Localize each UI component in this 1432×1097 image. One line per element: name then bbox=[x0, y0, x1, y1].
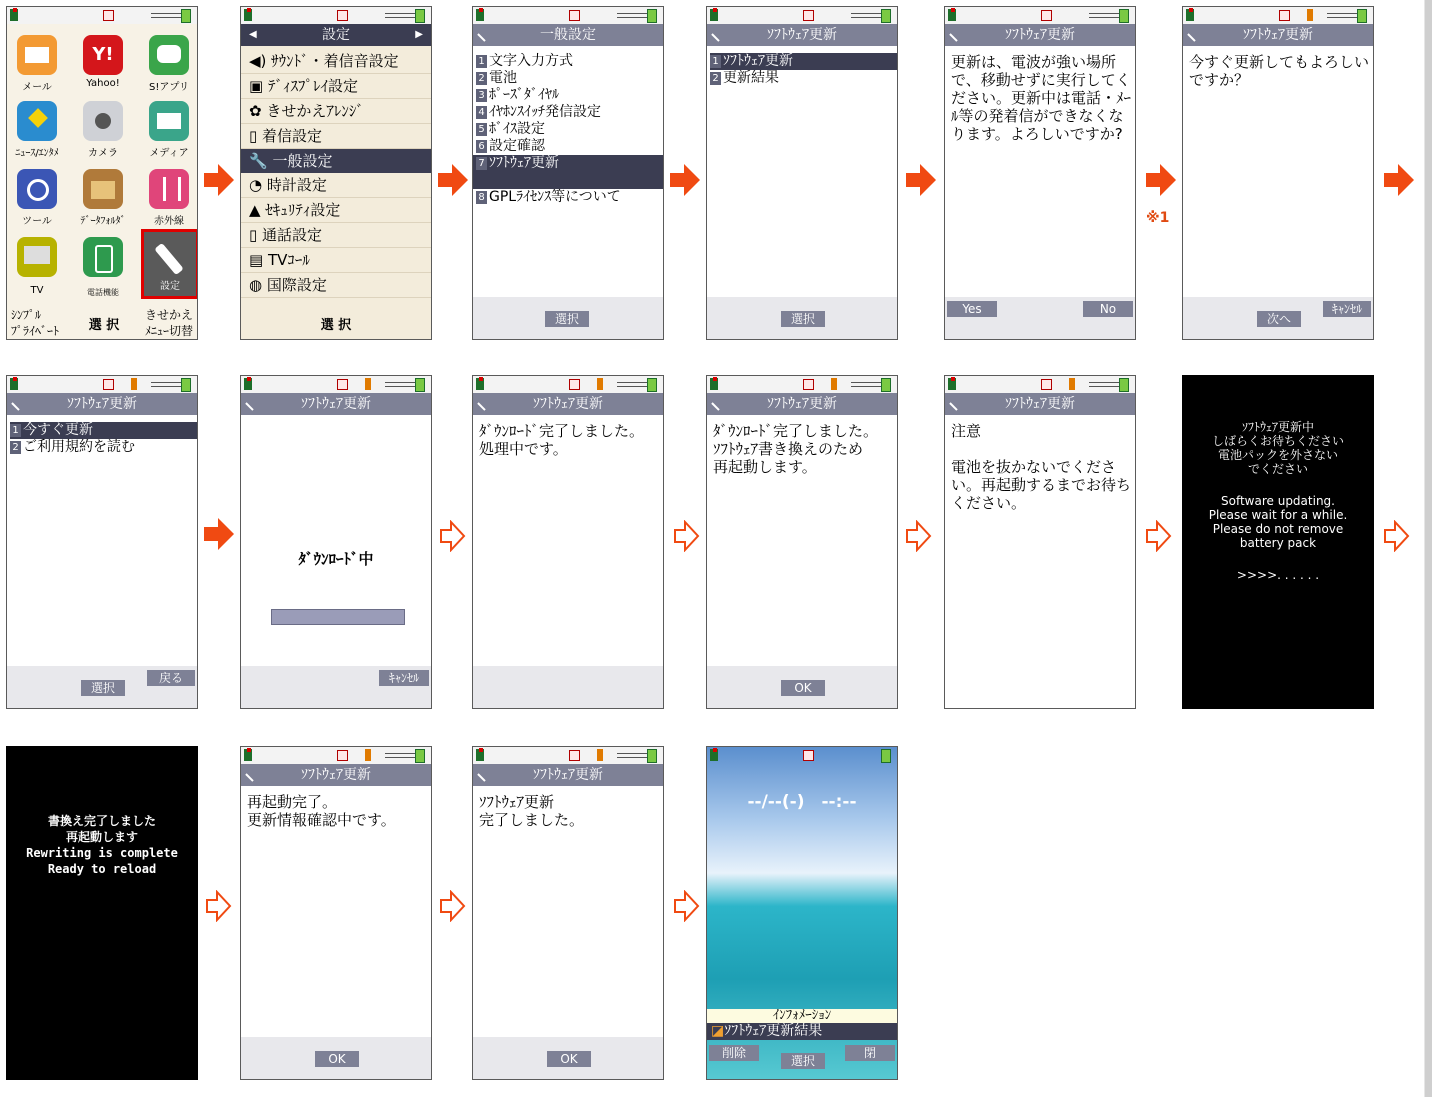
next-button[interactable]: 次へ bbox=[1257, 311, 1301, 327]
battery-icon bbox=[1357, 9, 1367, 23]
screen-caution bbox=[944, 375, 1136, 709]
updating-message: ｿﾌﾄｳｪｱ更新中 しばらくお待ちください 電池パックを外さない でください Software updating. Please wait for a while. Please do not remove battery pack >>>>. . . . . . bbox=[1183, 420, 1373, 582]
mail-icon bbox=[569, 750, 580, 761]
message-text: ｿﾌﾄｳｪｱ更新 完了しました。 bbox=[479, 793, 585, 829]
wrench-icon bbox=[477, 395, 493, 411]
status-bar bbox=[241, 7, 431, 24]
connector-icon bbox=[151, 13, 181, 18]
tv-app-icon[interactable] bbox=[17, 237, 57, 277]
arrow-right-icon bbox=[204, 518, 232, 550]
wrench-icon: 🔧 bbox=[249, 152, 268, 170]
menu-list bbox=[710, 53, 897, 87]
connector-icon bbox=[151, 382, 181, 387]
message-text: 更新は、電波が強い場所で、移動せずに実行してください。更新中は電話・ﾒｰﾙ等の発着信ができなくなります。よろしいですか? bbox=[951, 53, 1132, 143]
page-title: ｿﾌﾄｳｪｱ更新 bbox=[241, 393, 431, 415]
connector-icon bbox=[617, 753, 647, 758]
page-title: ｿﾌﾄｳｪｱ更新 bbox=[945, 393, 1135, 415]
yahoo-app-icon[interactable]: Y! bbox=[83, 35, 123, 75]
softkey-bar bbox=[241, 1037, 431, 1079]
charge-icon bbox=[831, 378, 837, 390]
soft-center-select[interactable]: 選 択 bbox=[88, 318, 120, 333]
media-app-icon[interactable] bbox=[149, 101, 189, 141]
speaker-icon: ◀) bbox=[249, 52, 267, 70]
list-item-selected[interactable]: 🔧 一般設定 bbox=[241, 149, 431, 173]
status-bar bbox=[7, 376, 197, 393]
battery-icon bbox=[415, 9, 425, 23]
softkey-bar bbox=[7, 666, 197, 708]
battery-icon bbox=[415, 749, 425, 763]
wrench-icon bbox=[949, 395, 965, 411]
signal-icon bbox=[10, 9, 18, 21]
connector-icon bbox=[617, 382, 647, 387]
arrow-outline-right-icon bbox=[1146, 520, 1172, 556]
softkey-bar bbox=[1183, 297, 1373, 339]
screen-rewrite-complete bbox=[6, 746, 198, 1080]
page-title: ｿﾌﾄｳｪｱ更新 bbox=[7, 393, 197, 415]
lock-icon: ▲ bbox=[249, 201, 261, 219]
signal-icon bbox=[244, 749, 252, 761]
app-label-yahoo: Yahoo! bbox=[86, 78, 120, 89]
battery-icon bbox=[881, 378, 891, 392]
phone-functions-icon[interactable] bbox=[83, 237, 123, 277]
mail-icon bbox=[103, 10, 114, 21]
screen-standby bbox=[706, 746, 898, 1080]
app-label-datafolder: ﾃﾞｰﾀﾌｫﾙﾀﾞ bbox=[80, 216, 126, 227]
connector-icon bbox=[617, 13, 647, 18]
screen-updating bbox=[1182, 375, 1374, 709]
message-text: ﾀﾞｳﾝﾛｰﾄﾞ完了しました。 処理中です。 bbox=[479, 422, 645, 458]
signal-icon bbox=[476, 378, 484, 390]
status-bar bbox=[7, 7, 197, 24]
battery-icon bbox=[881, 9, 891, 23]
list-item[interactable]: 2 更新結果 bbox=[710, 70, 897, 87]
status-bar bbox=[945, 376, 1135, 393]
page-title: ｿﾌﾄｳｪｱ更新 bbox=[473, 764, 663, 786]
cancel-button[interactable]: ｷｬﾝｾﾙ bbox=[1323, 301, 1371, 317]
list-item[interactable]: ▣ ﾃﾞｨｽﾌﾟﾚｲ設定 bbox=[241, 74, 431, 99]
chevron-right-icon[interactable]: ▶ bbox=[415, 29, 423, 40]
arrow-outline-right-icon bbox=[1384, 520, 1410, 556]
soft-center-select[interactable]: 選 択 bbox=[320, 318, 352, 333]
message-text: ﾀﾞｳﾝﾛｰﾄﾞ完了しました。 ｿﾌﾄｳｪｱ書き換えのため 再起動します。 bbox=[713, 422, 879, 476]
mail-icon bbox=[103, 379, 114, 390]
battery-icon bbox=[1119, 9, 1129, 23]
tv-call-icon: ▤ bbox=[249, 251, 264, 269]
charge-icon bbox=[597, 378, 603, 390]
ok-button[interactable]: OK bbox=[315, 1051, 359, 1067]
settings-list bbox=[241, 49, 431, 298]
list-item[interactable]: ✿ きせかえｱﾚﾝｼﾞ bbox=[241, 99, 431, 124]
softkey-bar bbox=[473, 297, 663, 339]
info-item[interactable]: ◪ｿﾌﾄｳｪｱ更新結果 bbox=[707, 1023, 897, 1040]
message-text: 今すぐ更新してもよろしいですか？ bbox=[1189, 53, 1370, 89]
mail-icon bbox=[1041, 379, 1052, 390]
globe-icon: ◍ bbox=[249, 276, 263, 294]
list-item[interactable]: ▤ TVｺｰﾙ bbox=[241, 248, 431, 273]
list-item[interactable]: ▲ ｾｷｭﾘﾃｨ設定 bbox=[241, 198, 431, 223]
progress-bar bbox=[271, 609, 405, 625]
mail-icon bbox=[1279, 10, 1290, 21]
screen-downloading bbox=[240, 375, 432, 709]
signal-icon bbox=[710, 378, 718, 390]
signal-icon bbox=[1186, 9, 1194, 21]
menu-list bbox=[10, 422, 197, 456]
signal-icon bbox=[710, 9, 718, 21]
arrow-outline-right-icon bbox=[674, 520, 700, 556]
message-text: 再起動完了。 更新情報確認中です。 bbox=[247, 793, 396, 829]
softkey-bar bbox=[241, 666, 431, 708]
connector-icon bbox=[385, 13, 415, 18]
incoming-call-icon: ▯ bbox=[249, 127, 258, 145]
camera-app-icon[interactable] bbox=[83, 101, 123, 141]
wrench-icon bbox=[245, 395, 261, 411]
mail-app-icon[interactable] bbox=[17, 35, 57, 75]
select-softkey[interactable]: 選択 bbox=[781, 1053, 825, 1069]
status-bar bbox=[707, 7, 897, 24]
mail-icon bbox=[337, 379, 348, 390]
page-title: ｿﾌﾄｳｪｱ更新 bbox=[707, 393, 897, 415]
no-button[interactable]: No bbox=[1083, 301, 1133, 317]
app-label-tools: ツール bbox=[22, 216, 52, 227]
connector-icon bbox=[1327, 13, 1357, 18]
ok-button[interactable]: OK bbox=[781, 680, 825, 696]
page-title: ◀ 設定 ▶ bbox=[241, 24, 431, 46]
status-bar bbox=[473, 376, 663, 393]
footnote-mark: ※1 bbox=[1146, 210, 1170, 226]
connector-icon bbox=[1089, 382, 1119, 387]
battery-icon bbox=[881, 749, 891, 763]
softkey-bar bbox=[945, 297, 1135, 339]
list-item[interactable]: ▯ 通話設定 bbox=[241, 223, 431, 248]
battery-icon bbox=[647, 9, 657, 23]
settings-highlight[interactable] bbox=[141, 229, 198, 299]
close-button[interactable]: 閉 bbox=[845, 1045, 895, 1061]
news-app-icon[interactable] bbox=[17, 101, 57, 141]
delete-button[interactable]: 削除 bbox=[709, 1045, 759, 1061]
mail-icon bbox=[803, 750, 814, 761]
yes-button[interactable]: Yes bbox=[947, 301, 997, 317]
info-title: ｲﾝﾌｫﾒｰｼｮﾝ bbox=[707, 1009, 897, 1023]
mail-icon bbox=[569, 379, 580, 390]
status-bar bbox=[473, 747, 663, 764]
select-softkey[interactable]: 選択 bbox=[781, 311, 825, 327]
cancel-button[interactable]: ｷｬﾝｾﾙ bbox=[379, 670, 429, 686]
progress-indicator: >>>>. . . . . . bbox=[1236, 568, 1320, 582]
battery-icon bbox=[415, 378, 425, 392]
list-item[interactable]: 6 設定確認 bbox=[476, 138, 663, 155]
screen-home-menu bbox=[6, 6, 198, 340]
status-bar bbox=[707, 376, 897, 393]
app-label-media: メディア bbox=[149, 148, 189, 159]
screen-restart-complete bbox=[240, 746, 432, 1080]
screen-download-complete bbox=[472, 375, 664, 709]
select-softkey[interactable]: 選択 bbox=[545, 311, 589, 327]
arrow-right-icon bbox=[1384, 164, 1412, 196]
softkey-bar bbox=[473, 666, 663, 708]
arrow-right-icon bbox=[204, 164, 232, 196]
list-item[interactable]: ▯ 着信設定 bbox=[241, 124, 431, 149]
list-item[interactable]: ◍ 国際設定 bbox=[241, 273, 431, 298]
mail-icon bbox=[569, 10, 580, 21]
arrow-right-icon bbox=[670, 164, 698, 196]
status-bar bbox=[241, 747, 431, 764]
chevron-left-icon[interactable]: ◀ bbox=[249, 29, 257, 40]
data-folder-icon[interactable] bbox=[83, 169, 123, 209]
connector-icon bbox=[1089, 13, 1119, 18]
tools-app-icon[interactable] bbox=[17, 169, 57, 209]
app-label-mail: メール bbox=[22, 82, 52, 93]
arrow-outline-right-icon bbox=[440, 890, 466, 926]
back-button[interactable]: 戻る bbox=[147, 670, 195, 686]
downloading-text: ﾀﾞｳﾝﾛｰﾄﾞ中 bbox=[298, 550, 374, 568]
wrench-icon bbox=[711, 395, 727, 411]
call-icon: ▯ bbox=[249, 226, 258, 244]
status-bar bbox=[707, 747, 897, 764]
screen-general-settings bbox=[472, 6, 664, 340]
page-scrollbar[interactable] bbox=[1424, 0, 1432, 1097]
app-label-infrared: 赤外線 bbox=[154, 216, 184, 227]
battery-icon bbox=[647, 378, 657, 392]
display-icon: ▣ bbox=[249, 77, 264, 95]
signal-icon bbox=[244, 378, 252, 390]
rewrite-message: 書換え完了しました 再起動します Rewriting is complete Ready to reload bbox=[26, 814, 178, 876]
wrench-icon bbox=[477, 26, 493, 42]
list-item[interactable]: 5 ﾎﾞｲｽ設定 bbox=[476, 121, 663, 138]
ok-button[interactable]: OK bbox=[547, 1051, 591, 1067]
no-signal-icon bbox=[948, 378, 956, 390]
list-item[interactable]: 4 ｲﾔﾎﾝｽｲｯﾁ発信設定 bbox=[476, 104, 663, 121]
screen-update-now-confirm bbox=[1182, 6, 1374, 340]
connector-icon bbox=[851, 382, 881, 387]
soft-right-label[interactable]: きせかえ ﾒﾆｭｰ切替 bbox=[144, 308, 193, 338]
list-item[interactable]: 8 GPLﾗｲｾﾝｽ等について bbox=[476, 189, 663, 206]
page-title: ｿﾌﾄｳｪｱ更新 bbox=[473, 393, 663, 415]
mail-icon bbox=[803, 10, 814, 21]
connector-icon bbox=[851, 13, 881, 18]
caution-heading: 注意 bbox=[951, 422, 982, 440]
signal-icon bbox=[476, 749, 484, 761]
list-item-selected[interactable]: 1 今すぐ更新 bbox=[10, 422, 197, 439]
list-item-selected[interactable]: 7 ｿﾌﾄｳｪｱ更新 bbox=[473, 155, 663, 189]
app-label-camera: カメラ bbox=[88, 148, 118, 159]
page-title: ｿﾌﾄｳｪｱ更新 bbox=[241, 764, 431, 786]
charge-icon bbox=[365, 378, 371, 390]
softkey-bar bbox=[473, 1037, 663, 1079]
mail-icon bbox=[337, 750, 348, 761]
arrow-right-icon bbox=[1146, 164, 1174, 196]
arrow-outline-right-icon bbox=[906, 520, 932, 556]
charge-icon bbox=[365, 749, 371, 761]
infrared-app-icon[interactable] bbox=[149, 169, 189, 209]
wrench-icon bbox=[711, 26, 727, 42]
app-label-tv: TV bbox=[30, 285, 44, 296]
app-label-sappli: S!アプリ bbox=[149, 82, 189, 93]
menu-list bbox=[476, 53, 663, 206]
app-label-news: ﾆｭｰｽ/ｴﾝﾀﾒ bbox=[15, 148, 59, 159]
screen-update-confirm bbox=[944, 6, 1136, 340]
list-item[interactable]: 2 ご利用規約を読む bbox=[10, 439, 197, 456]
page-title: 一般設定 bbox=[473, 24, 663, 46]
list-item[interactable]: 2 電池 bbox=[476, 70, 663, 87]
screen-update-complete bbox=[472, 746, 664, 1080]
palette-icon: ✿ bbox=[249, 102, 262, 120]
list-item-selected[interactable]: 1 ｿﾌﾄｳｪｱ更新 bbox=[710, 53, 897, 70]
screen-settings-menu bbox=[240, 6, 432, 340]
arrow-right-icon bbox=[906, 164, 934, 196]
wrench-icon bbox=[949, 26, 965, 42]
status-bar bbox=[1183, 7, 1373, 24]
battery-icon bbox=[1119, 378, 1129, 392]
signal-icon bbox=[244, 9, 252, 21]
charge-icon bbox=[1069, 378, 1075, 390]
clock-icon: ◔ bbox=[249, 176, 263, 194]
wrench-icon bbox=[1187, 26, 1203, 42]
battery-icon bbox=[647, 749, 657, 763]
screen-software-update-menu bbox=[706, 6, 898, 340]
wrench-icon bbox=[245, 766, 261, 782]
mail-icon bbox=[337, 10, 348, 21]
connector-icon bbox=[385, 382, 415, 387]
page-title: ｿﾌﾄｳｪｱ更新 bbox=[707, 24, 897, 46]
charge-icon bbox=[131, 378, 137, 390]
wrench-icon bbox=[154, 243, 184, 275]
arrow-outline-right-icon bbox=[206, 890, 232, 926]
list-item[interactable]: 3 ﾎﾟｰｽﾞﾀﾞｲﾔﾙ bbox=[476, 87, 663, 104]
app-label-settings: 設定 bbox=[160, 281, 180, 292]
screen-update-options bbox=[6, 375, 198, 709]
update-result-icon: ◪ bbox=[711, 1023, 725, 1039]
list-item[interactable]: ◀) ｻｳﾝﾄﾞ・着信音設定 bbox=[241, 49, 431, 74]
mail-icon bbox=[803, 379, 814, 390]
info-panel[interactable] bbox=[707, 1009, 897, 1040]
charge-icon bbox=[1307, 9, 1313, 21]
status-bar bbox=[241, 376, 431, 393]
connector-icon bbox=[385, 753, 415, 758]
page-title: ｿﾌﾄｳｪｱ更新 bbox=[1183, 24, 1373, 46]
arrow-right-icon bbox=[438, 164, 466, 196]
soft-left-label[interactable]: ｼﾝﾌﾟﾙ ﾌﾟﾗｲﾍﾞｰﾄ bbox=[11, 308, 60, 338]
select-softkey[interactable]: 選択 bbox=[81, 680, 125, 696]
wrench-icon bbox=[11, 395, 27, 411]
app-label-phone: 電話機能 bbox=[87, 288, 119, 297]
message-text: 注意 電池を抜かないでください。再起動するまでお待ちください。 bbox=[951, 422, 1132, 512]
signal-icon bbox=[710, 749, 718, 761]
softkey-bar bbox=[707, 666, 897, 708]
charge-icon bbox=[597, 749, 603, 761]
status-bar bbox=[945, 7, 1135, 24]
list-item[interactable]: ◔ 時計設定 bbox=[241, 173, 431, 198]
arrow-outline-right-icon bbox=[440, 520, 466, 556]
mail-icon bbox=[1041, 10, 1052, 21]
list-item[interactable]: 1 文字入力方式 bbox=[476, 53, 663, 70]
s-appli-icon[interactable] bbox=[149, 35, 189, 75]
clock-display: --/--(-) --:-- bbox=[747, 792, 857, 812]
signal-icon bbox=[476, 9, 484, 21]
arrow-outline-right-icon bbox=[674, 890, 700, 926]
signal-icon bbox=[10, 378, 18, 390]
status-bar bbox=[473, 7, 663, 24]
softkey-bar bbox=[707, 297, 897, 339]
battery-icon bbox=[181, 378, 191, 392]
signal-icon bbox=[948, 9, 956, 21]
wrench-icon bbox=[477, 766, 493, 782]
screen-restart-notice bbox=[706, 375, 898, 709]
page-title: ｿﾌﾄｳｪｱ更新 bbox=[945, 24, 1135, 46]
battery-icon bbox=[181, 9, 191, 23]
